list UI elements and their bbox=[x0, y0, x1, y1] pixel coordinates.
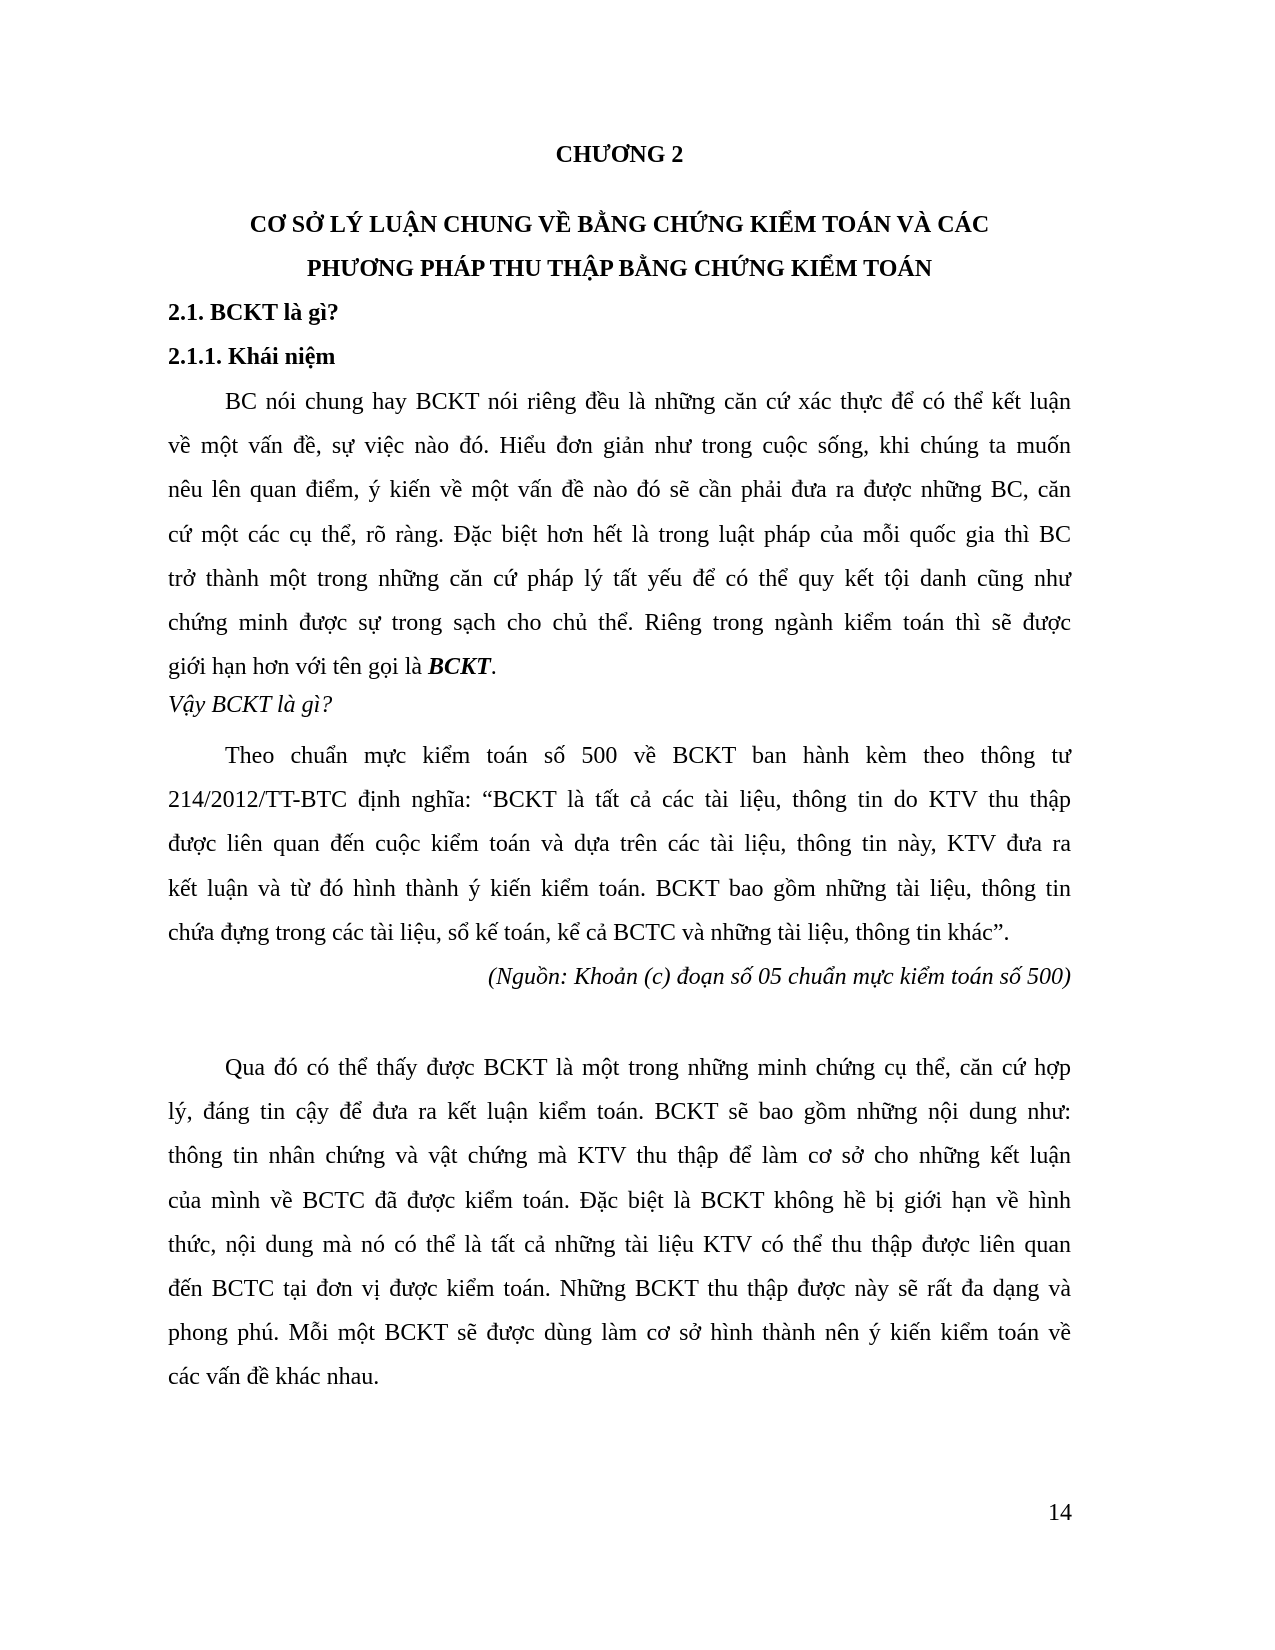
paragraph-definition-intro bbox=[168, 380, 1071, 689]
paragraph-line: các vấn đề khác nhau. bbox=[168, 1364, 380, 1391]
page-number: 14 bbox=[1048, 1500, 1072, 1526]
paragraph-line: về một vấn đề, sự việc nào đó. Hiểu đơn giản như trong cuộc sống, khi chúng ta muốn bbox=[168, 433, 1071, 460]
section-heading: 2.1. BCKT là gì? bbox=[168, 300, 339, 326]
paragraph-line: được liên quan đến cuộc kiểm toán và dựa trên các tài liệu, thông tin này, KTV đưa ra bbox=[168, 831, 1071, 858]
paragraph-line: Qua đó có thể thấy được BCKT là một trong những minh chứng cụ thể, căn cứ hợp bbox=[225, 1055, 1071, 1081]
question-heading: Vậy BCKT là gì? bbox=[168, 692, 333, 718]
paragraph-line: 214/2012/TT-BTC định nghĩa: “BCKT là tất cả các tài liệu, thông tin do KTV thu thập bbox=[168, 787, 1071, 814]
paragraph-line: BC nói chung hay BCKT nói riêng đều là những căn cứ xác thực để có thể kết luận bbox=[225, 389, 1071, 415]
subsection-heading: 2.1.1. Khái niệm bbox=[168, 344, 336, 370]
paragraph-line: thông tin nhân chứng và vật chứng mà KTV thu thập để làm cơ sở cho những kết luận bbox=[168, 1143, 1071, 1170]
paragraph-line-last bbox=[168, 645, 1071, 689]
chapter-label: CHƯƠNG 2 bbox=[555, 142, 684, 168]
chapter-title-line: PHƯƠNG PHÁP THU THẬP BẰNG CHỨNG KIỂM TOÁN bbox=[306, 256, 933, 282]
text-run: . bbox=[490, 654, 497, 681]
chapter-title-line: CƠ SỞ LÝ LUẬN CHUNG VỀ BẰNG CHỨNG KIỂM TOÁN VÀ CÁC bbox=[249, 212, 990, 238]
paragraph-line: chứa đựng trong các tài liệu, sổ kế toán, kể cả BCTC và những tài liệu, thông tin khác”. bbox=[168, 919, 1010, 946]
paragraph-line: nêu lên quan điểm, ý kiến về một vấn đề nào đó sẽ cần phải đưa ra được những BC, căn bbox=[168, 477, 1071, 504]
text-run: giới hạn hơn với tên gọi là bbox=[168, 654, 429, 681]
paragraph-line: thức, nội dung mà nó có thể là tất cả những tài liệu KTV có thể thu thập được liên quan bbox=[168, 1231, 1071, 1258]
paragraph-summary bbox=[168, 1046, 1071, 1400]
emphasis-term: BCKT bbox=[428, 654, 491, 681]
chapter-title bbox=[168, 203, 1071, 291]
paragraph-line: chứng minh được sự trong sạch cho chủ thể. Riêng trong ngành kiểm toán thì sẽ được bbox=[168, 610, 1071, 637]
paragraph-line: trở thành một trong những căn cứ pháp lý tất yếu để có thể quy kết tội danh cũng như bbox=[168, 565, 1071, 592]
paragraph-line: Theo chuẩn mực kiểm toán số 500 về BCKT ban hành kèm theo thông tư bbox=[225, 743, 1071, 769]
source-citation: (Nguồn: Khoản (c) đoạn số 05 chuẩn mực kiểm toán số 500) bbox=[487, 964, 1071, 990]
paragraph-line: phong phú. Mỗi một BCKT sẽ được dùng làm cơ sở hình thành nên ý kiến kiểm toán về bbox=[168, 1320, 1071, 1347]
paragraph-line: kết luận và từ đó hình thành ý kiến kiểm toán. BCKT bao gồm những tài liệu, thông tin bbox=[168, 875, 1071, 902]
paragraph-line: của mình về BCTC đã được kiểm toán. Đặc biệt là BCKT không hề bị giới hạn về hình bbox=[168, 1187, 1071, 1214]
paragraph-line: cứ một các cụ thể, rõ ràng. Đặc biệt hơn hết là trong luật pháp của mỗi quốc gia thì BC bbox=[168, 521, 1071, 548]
paragraph-line: đến BCTC tại đơn vị được kiểm toán. Những BCKT thu thập được này sẽ rất đa dạng và bbox=[168, 1276, 1071, 1303]
paragraph-standard-definition bbox=[168, 734, 1071, 955]
paragraph-line: lý, đáng tin cậy để đưa ra kết luận kiểm toán. BCKT sẽ bao gồm những nội dung như: bbox=[168, 1099, 1071, 1126]
